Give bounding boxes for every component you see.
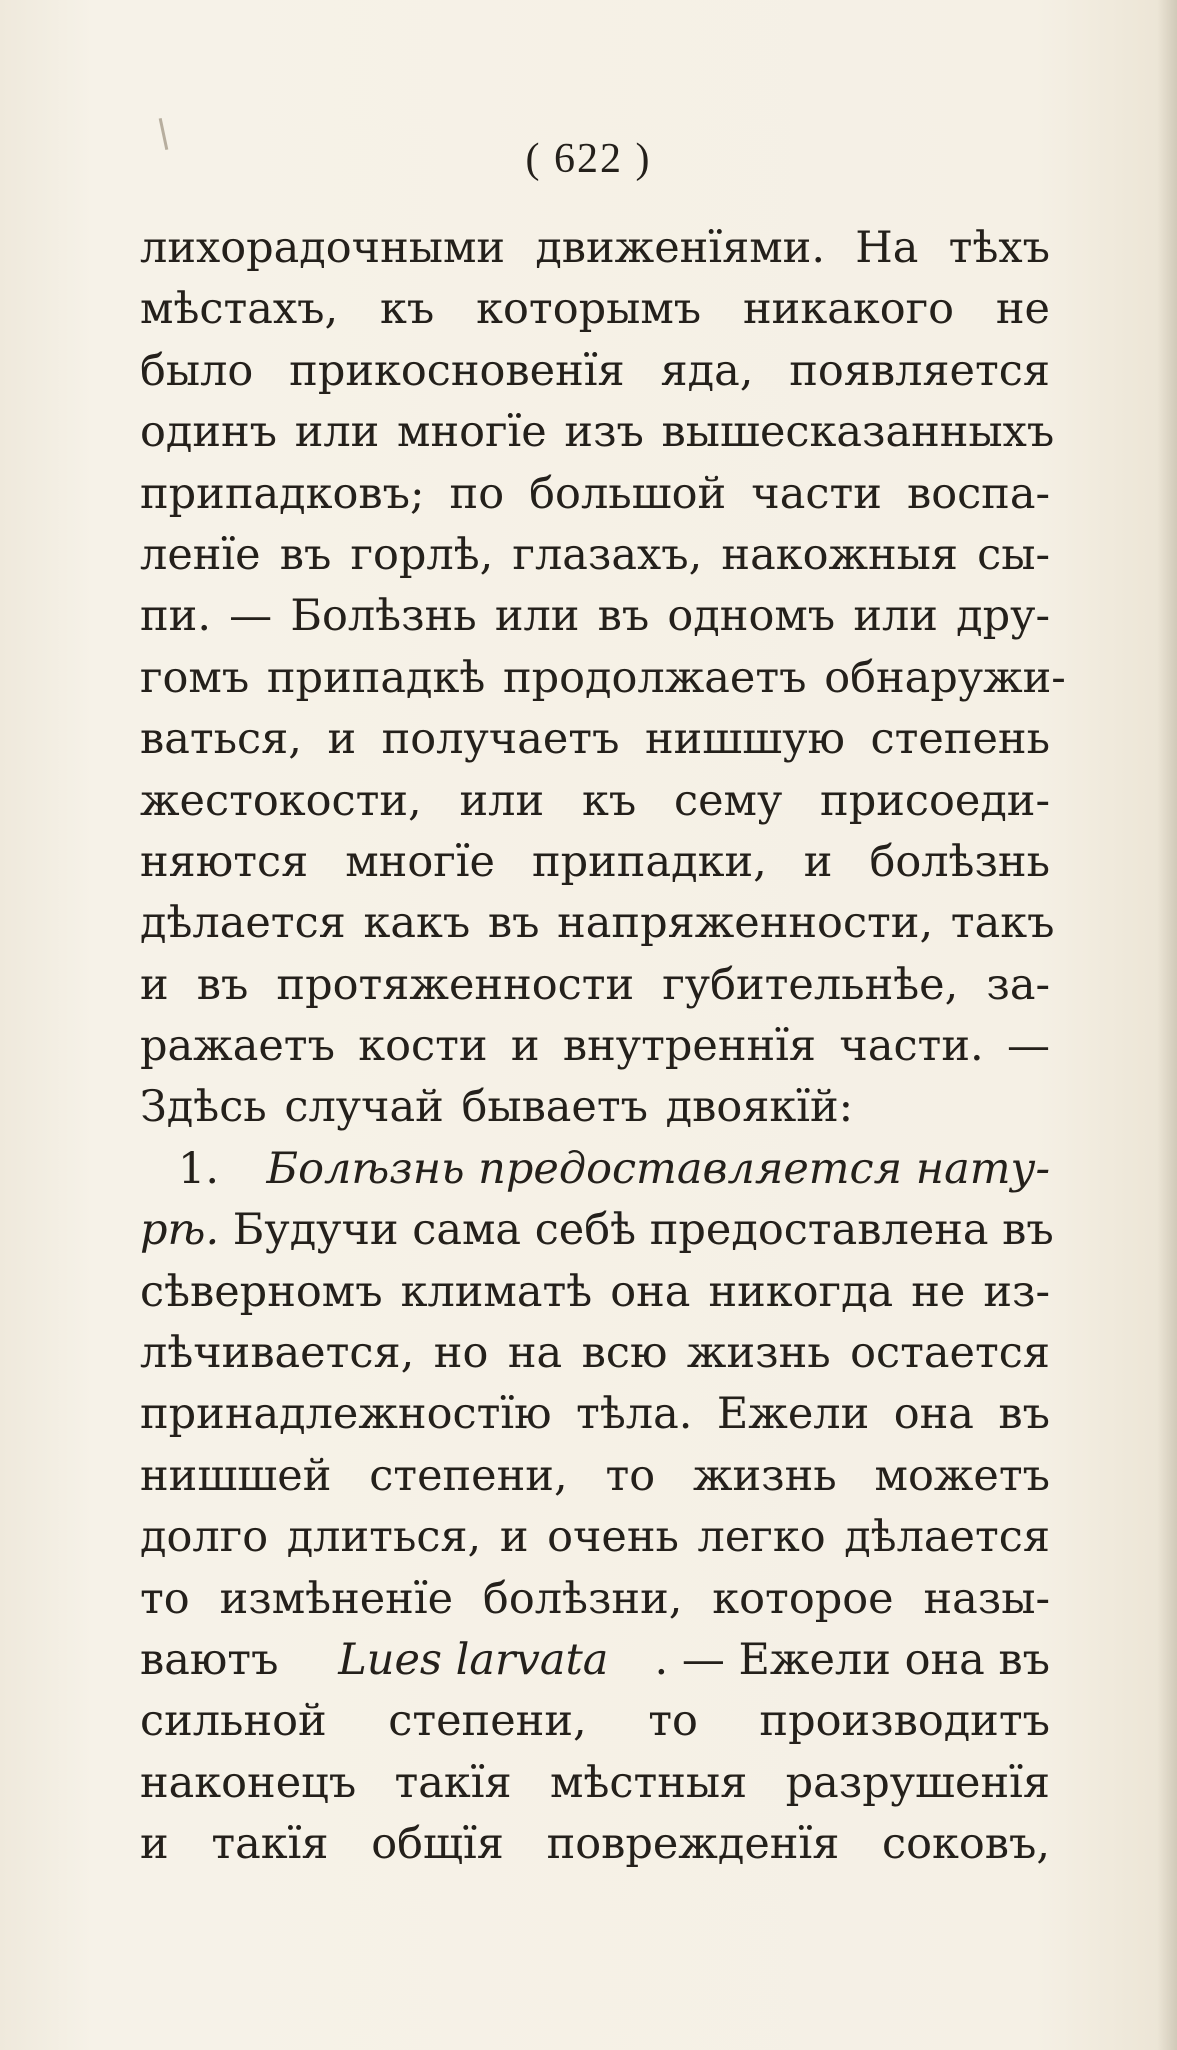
text-line: пи. — Болѣзнь или въ одномъ или дру- (140, 591, 1050, 642)
text-line: наконецъ такїя мѣстныя разрушенїя (140, 1757, 1050, 1808)
section-heading-continuation (140, 1200, 1054, 1261)
text-line: припадковъ; по большой части воспа- (140, 468, 1050, 519)
text-line: ражаетъ кости и внутреннїя части. — (140, 1021, 1050, 1072)
latin-term: Lues larvata (338, 1634, 609, 1685)
text-line: и такїя общїя поврежденїя соковъ, (140, 1819, 1050, 1870)
section-heading (140, 1139, 1050, 1200)
section-title-end: рѣ. (140, 1205, 220, 1256)
text-line: принадлежностїю тѣла. Ежели она въ (140, 1389, 1050, 1440)
text-line: одинъ или многїе изъ вышесказанныхъ (140, 407, 1055, 458)
text-line: гомъ припадкѣ продолжаетъ обнаружи- (140, 652, 1066, 703)
text-line: ваться, и получаетъ нишшую степень (140, 714, 1050, 765)
text-line: было прикосновенїя яда, появляется (140, 345, 1050, 396)
text-line: лѣчивается, но на всю жизнь остается (140, 1328, 1050, 1379)
text-line: ленїе въ горлѣ, глазахъ, накожныя сы- (140, 529, 1050, 580)
text-line: то измѣненїе болѣзни, которое назы- (140, 1573, 1050, 1624)
text-line: Здѣсь случай бываетъ двоякїй: (140, 1082, 854, 1133)
text-line: жестокости, или къ сему присоеди- (140, 775, 1050, 826)
text-fragment: . — Ежели она въ (654, 1634, 1050, 1685)
body-text (140, 218, 1066, 1876)
section-title: Болѣзнь предоставляется нату- (266, 1143, 1050, 1194)
text-line: Будучи сама себѣ предоставлена въ (219, 1205, 1054, 1256)
text-line: долго длиться, и очень легко дѣлается (140, 1512, 1050, 1563)
latin-term-line (140, 1630, 1050, 1691)
text-line: дѣлается какъ въ напряженности, такъ (140, 898, 1055, 949)
text-fragment: ваютъ (140, 1634, 293, 1685)
text-line: мѣстахъ, къ которымъ никакого не (140, 284, 1050, 335)
text-line: сильной степени, то производитъ (140, 1696, 1050, 1747)
text-line: сѣверномъ климатѣ она никогда не из- (140, 1266, 1050, 1317)
text-line: нишшей степени, то жизнь можетъ (140, 1450, 1050, 1501)
page-number: ( 622 ) (525, 136, 652, 182)
page-edge-shadow (1157, 0, 1177, 2050)
text-line: няются многїе припадки, и болѣзнь (140, 836, 1050, 887)
section-number: 1. (178, 1143, 220, 1194)
text-line: лихорадочными движенїями. На тѣхъ (140, 223, 1050, 273)
text-line: и въ протяженности губительнѣе, за- (140, 959, 1050, 1010)
